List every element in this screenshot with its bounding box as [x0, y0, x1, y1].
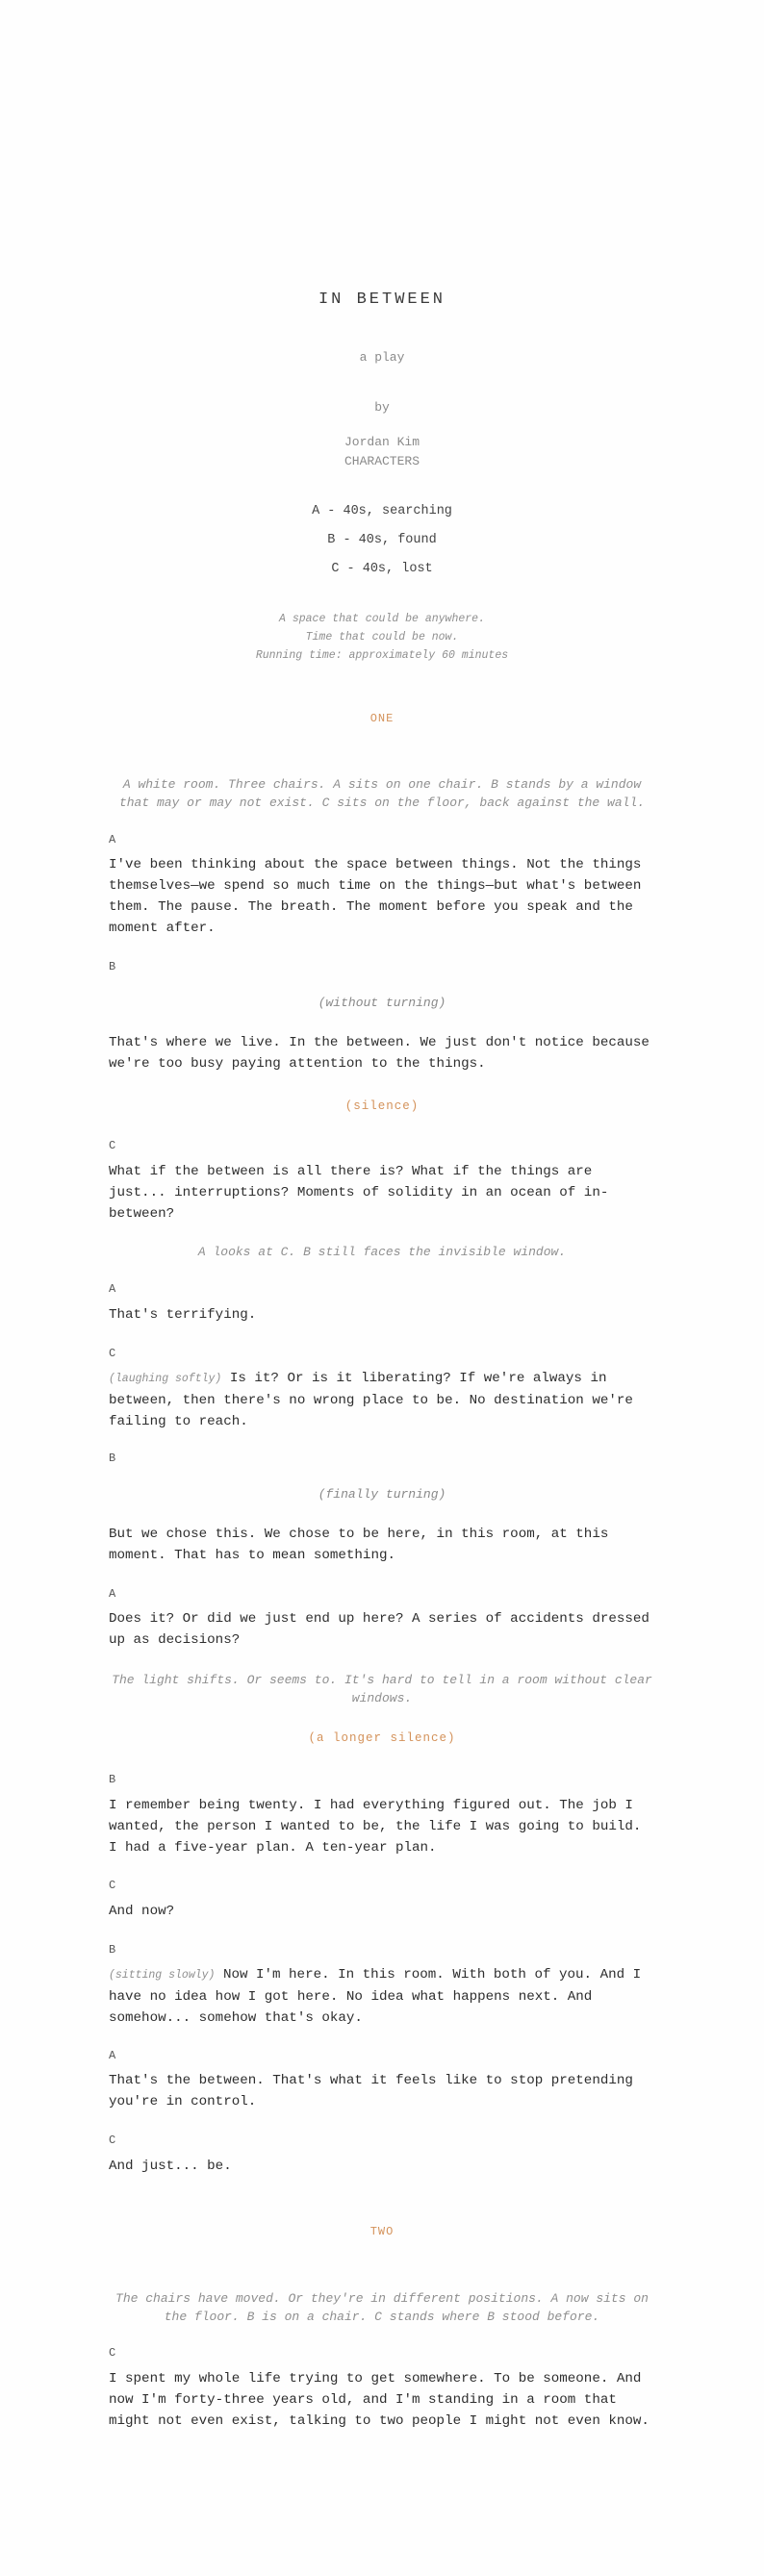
character-cue: C [109, 2134, 116, 2147]
play-subtitle: a play [359, 350, 405, 365]
dialogue-line: I spent my whole life trying to get somewhere. To be someone. And now I'm forty-three years old, and I'm standing in a room that might not even exist, talking to two people I might not even know. [109, 2371, 649, 2429]
act-two-heading: TWO [369, 2225, 395, 2238]
setting-runtime: Running time: approximately 60 minutes [255, 649, 509, 662]
character-cue: A [109, 1282, 116, 1296]
character-c: C - 40s, lost [331, 562, 433, 576]
character-cue: A [109, 1587, 116, 1601]
characters-heading: CHARACTERS [344, 454, 420, 468]
character-cue: B [109, 1943, 116, 1957]
dialogue-line [109, 1964, 655, 2029]
dialogue-text: Is it? Or is it liberating? If we're always in between, then there's no wrong place to be. No destination we're failing to reach. [109, 1371, 633, 1429]
author-name: Jordan Kim [344, 435, 420, 449]
character-cue: C [109, 1139, 116, 1152]
inline-parenthetical: (sitting slowly) [109, 1969, 216, 1982]
dialogue-line: I've been thinking about the space between things. Not the things themselves—we spend so much time on the things—but what's between them. The pause. The breath. The moment before you speak and the moment after. [109, 857, 642, 936]
setting-time: Time that could be now. [305, 631, 459, 644]
character-cue: B [109, 1452, 116, 1465]
stage-direction: The chairs have moved. Or they're in different positions. A now sits on the floor. B is on a chair. C stands where B stood before. [115, 2291, 649, 2324]
inline-parenthetical: (laughing softly) [109, 1373, 222, 1385]
character-cue: B [109, 960, 116, 973]
dialogue-line: That's terrifying. [109, 1307, 257, 1323]
parenthetical: (finally turning) [318, 1487, 446, 1502]
play-title: IN BETWEEN [318, 290, 446, 309]
character-cue: C [109, 1879, 116, 1892]
dialogue-line: And just... be. [109, 2159, 232, 2174]
dialogue-line: That's where we live. In the between. We just don't notice because we're too busy paying attention to the things. [109, 1035, 649, 1072]
stage-direction: A white room. Three chairs. A sits on one chair. B stands by a window that may or may not exist. C sits on the floor, back against the wall. [118, 777, 646, 810]
character-cue: B [109, 1773, 116, 1786]
dialogue-line: But we chose this. We chose to be here, in this room, at this moment. That has to mean something. [109, 1527, 609, 1563]
stage-direction: The light shifts. Or seems to. It's hard to tell in a room without clear windows. [112, 1673, 652, 1705]
by-label: by [374, 400, 390, 415]
character-cue: A [109, 833, 116, 846]
character-a: A - 40s, searching [312, 504, 452, 518]
dialogue-text: Now I'm here. In this room. With both of you. And I have no idea how I got here. No idea what happens next. And somehow... somehow that's okay. [109, 1967, 642, 2026]
silence-direction: (silence) [344, 1099, 420, 1113]
stage-direction: A looks at C. B still faces the invisible window. [197, 1245, 567, 1259]
parenthetical: (without turning) [318, 996, 446, 1010]
dialogue-line: I remember being twenty. I had everything figured out. The job I wanted, the person I wanted to be, the life I was going to build. I had a five-year plan. A ten-year plan. [109, 1798, 642, 1856]
character-cue: C [109, 2346, 116, 2360]
act-one-heading: ONE [369, 712, 395, 725]
character-cue: A [109, 2049, 116, 2062]
setting-place: A space that could be anywhere. [279, 613, 485, 625]
dialogue-line: What if the between is all there is? What if the things are just... interruptions? Moments of solidity in an ocean of in-between? [109, 1164, 609, 1222]
character-cue: C [109, 1347, 116, 1360]
dialogue-line: That's the between. That's what it feels like to stop pretending you're in control. [109, 2073, 633, 2109]
silence-direction: (a longer silence) [308, 1731, 456, 1745]
dialogue-line: And now? [109, 1904, 175, 1919]
dialogue-line [109, 1368, 655, 1432]
dialogue-line: Does it? Or did we just end up here? A series of accidents dressed up as decisions? [109, 1611, 649, 1648]
character-b: B - 40s, found [327, 533, 437, 547]
